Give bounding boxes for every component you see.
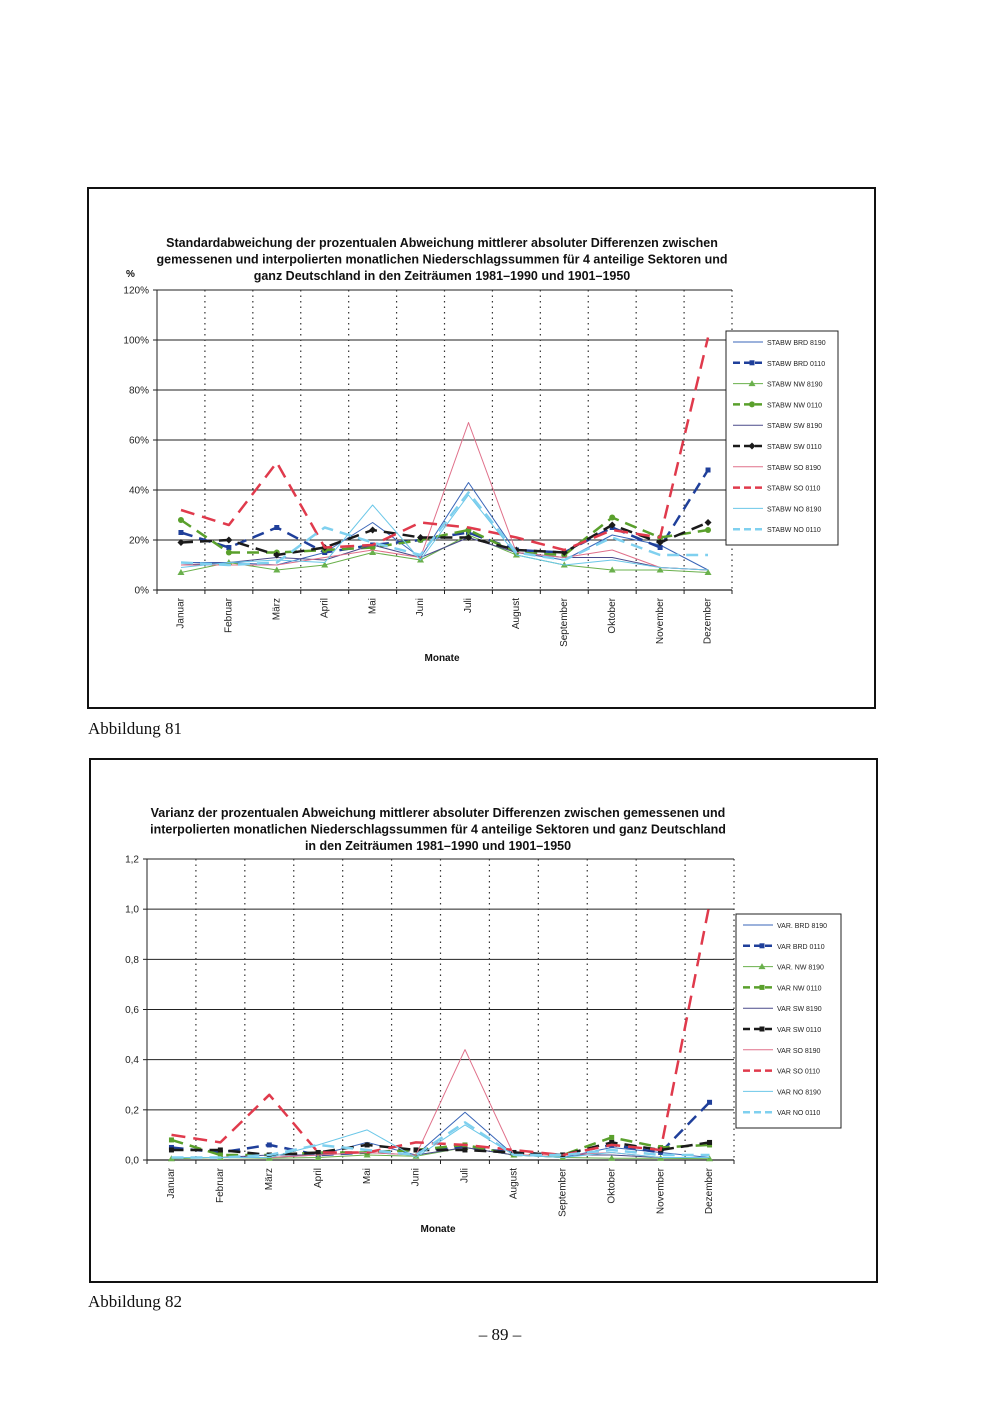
c2-y-tick-label: 0,4: [125, 1055, 139, 1067]
c2-data-point: [707, 1100, 712, 1105]
c2-data-point: [267, 1142, 272, 1147]
c1-legend-marker: [750, 360, 755, 365]
c2-data-point: [707, 1140, 712, 1145]
c1-legend-label: STABW NO 8190: [767, 506, 822, 514]
c2-data-point: [365, 1142, 370, 1147]
c2-legend-label: VAR SO 0110: [777, 1068, 820, 1076]
c1-y-tick-label: 120%: [123, 285, 149, 297]
c2-legend-label: VAR. NW 8190: [777, 964, 824, 972]
c2-legend-marker: [760, 1027, 765, 1032]
c2-legend-label: VAR SW 0110: [777, 1027, 822, 1034]
c2-legend: [736, 914, 841, 1128]
c1-legend-label: STABW SO 0110: [767, 485, 821, 493]
c1-y-tick-label: 40%: [128, 485, 149, 497]
c1-x-tick-label: Dezember: [702, 598, 714, 645]
c1-x-tick-label: August: [511, 598, 523, 630]
c2-x-tick-label: September: [557, 1168, 569, 1217]
c1-legend-label: STABW NO 0110: [767, 527, 821, 535]
c1-data-point: [706, 468, 711, 473]
c1-data-point: [705, 527, 711, 533]
c2-legend-label: VAR SO 8190: [777, 1047, 821, 1055]
c1-series-line: [181, 483, 708, 571]
c1-data-point: [178, 530, 183, 535]
c1-legend-label: STABW NW 0110: [767, 402, 822, 410]
c1-x-tick-label: Februar: [223, 598, 235, 634]
c2-y-tick-label: 0,0: [125, 1155, 139, 1167]
c1-x-tick-label: März: [271, 598, 283, 621]
figure-caption-81: Abbildung 81: [88, 719, 182, 738]
page-number: – 89 –: [478, 1325, 522, 1344]
c2-legend-label: VAR NW 0110: [777, 985, 822, 993]
chart-1-frame: [87, 187, 876, 709]
c2-legend-label: VAR BRD 0110: [777, 943, 825, 951]
c1-data-point: [369, 527, 376, 534]
c1-x-tick-label: Oktober: [606, 598, 618, 634]
c2-data-point: [316, 1150, 321, 1155]
c1-x-tick-label: Mai: [367, 598, 379, 615]
c1-series-0: [181, 483, 708, 571]
c2-data-point: [169, 1147, 174, 1152]
c2-title-line: in den Zeiträumen 1981–1990 und 1901–1950: [304, 839, 572, 853]
std-dev-chart: [89, 189, 874, 707]
c2-x-tick-label: Dezember: [704, 1168, 716, 1215]
c1-y-tick-label: 20%: [128, 535, 149, 547]
c2-x-tick-label: Mai: [361, 1168, 373, 1185]
c1-legend-label: STABW BRD 0110: [767, 360, 826, 368]
c2-x-tick-label: August: [508, 1168, 520, 1200]
c2-y-tick-label: 0,2: [125, 1105, 139, 1117]
c1-data-point: [705, 519, 712, 526]
c1-y-axis-label: %: [126, 269, 135, 280]
c1-series-line: [181, 535, 708, 573]
c2-x-axis-label: Monate: [420, 1224, 456, 1235]
c1-data-point: [178, 517, 184, 523]
c1-data-point: [226, 550, 232, 556]
c2-x-tick-label: Juli: [459, 1168, 471, 1184]
c2-x-tick-label: Januar: [166, 1168, 178, 1199]
chart-2-frame: [89, 758, 878, 1283]
c2-y-tick-label: 0,8: [125, 954, 139, 966]
c2-title-line: Varianz der prozentualen Abweichung mittlerer absoluter Differenzen zwischen gemessenen und: [150, 806, 726, 820]
c2-data-point: [169, 1137, 174, 1142]
c2-x-tick-label: April: [312, 1168, 324, 1189]
c2-data-point: [609, 1135, 614, 1140]
c1-legend-label: STABW SW 8190: [767, 423, 823, 431]
c1-data-point: [226, 545, 231, 550]
c1-y-tick-label: 0%: [134, 585, 149, 597]
c1-title-line: ganz Deutschland in den Zeiträumen 1981–1990 und 1901–1950: [253, 269, 631, 283]
c2-y-tick-label: 0,6: [125, 1005, 139, 1016]
c2-x-tick-label: Oktober: [606, 1168, 618, 1204]
c1-title-line: Standardabweichung der prozentualen Abweichung mittlerer absoluter Differenzen zwischen: [166, 236, 718, 250]
variance-chart: [91, 760, 876, 1281]
c2-legend-label: VAR SW 8190: [777, 1006, 822, 1014]
c2-y-tick-label: 1,2: [125, 854, 139, 866]
c1-legend-label: STABW BRD 8190: [767, 340, 826, 347]
figure-caption-82: Abbildung 82: [88, 1292, 182, 1311]
c2-legend-label: VAR NO 0110: [777, 1110, 821, 1118]
c2-y-tick-label: 1,0: [125, 904, 139, 916]
c2-title-line: interpolierten monatlichen Niederschlagssummen für 4 anteilige Sektoren und ganz Deutschland: [150, 822, 726, 837]
c1-y-tick-label: 60%: [128, 435, 149, 447]
c1-series-7: [181, 338, 708, 551]
c1-y-tick-label: 100%: [123, 335, 149, 347]
c1-data-point: [274, 525, 279, 530]
c2-x-tick-label: Februar: [215, 1168, 227, 1204]
c2-legend-label: VAR. BRD 8190: [777, 923, 828, 930]
c2-data-point: [462, 1147, 467, 1152]
c2-legend-label: VAR NO 8190: [777, 1089, 821, 1097]
c1-x-tick-label: April: [319, 598, 331, 619]
c2-x-tick-label: März: [263, 1168, 275, 1191]
c1-data-point: [225, 537, 232, 544]
c2-x-tick-label: Juni: [410, 1168, 422, 1187]
c1-x-tick-label: Juli: [463, 598, 475, 614]
c1-x-tick-label: Januar: [175, 598, 187, 629]
c1-x-axis-label: Monate: [424, 653, 460, 664]
c1-title-line: gemessenen und interpolierten monatlichen Niederschlagssummen für 4 anteilige Sektoren und: [156, 252, 728, 267]
c1-legend: [726, 331, 838, 545]
c1-legend-marker: [749, 401, 755, 407]
c1-series-line: [181, 338, 708, 551]
c2-legend-marker: [760, 985, 765, 990]
c1-data-point: [609, 515, 615, 521]
c1-y-tick-label: 80%: [128, 385, 149, 397]
c2-legend-marker: [760, 943, 765, 948]
c1-x-tick-label: Juni: [415, 598, 427, 617]
c1-legend-label: STABW SW 0110: [767, 444, 822, 451]
c1-x-tick-label: September: [558, 598, 570, 647]
c1-legend-label: STABW NW 8190: [767, 381, 823, 389]
c1-x-tick-label: November: [654, 598, 666, 645]
c2-data-point: [218, 1147, 223, 1152]
c2-x-tick-label: November: [655, 1168, 667, 1215]
c1-legend-label: STABW SO 8190: [767, 464, 821, 472]
